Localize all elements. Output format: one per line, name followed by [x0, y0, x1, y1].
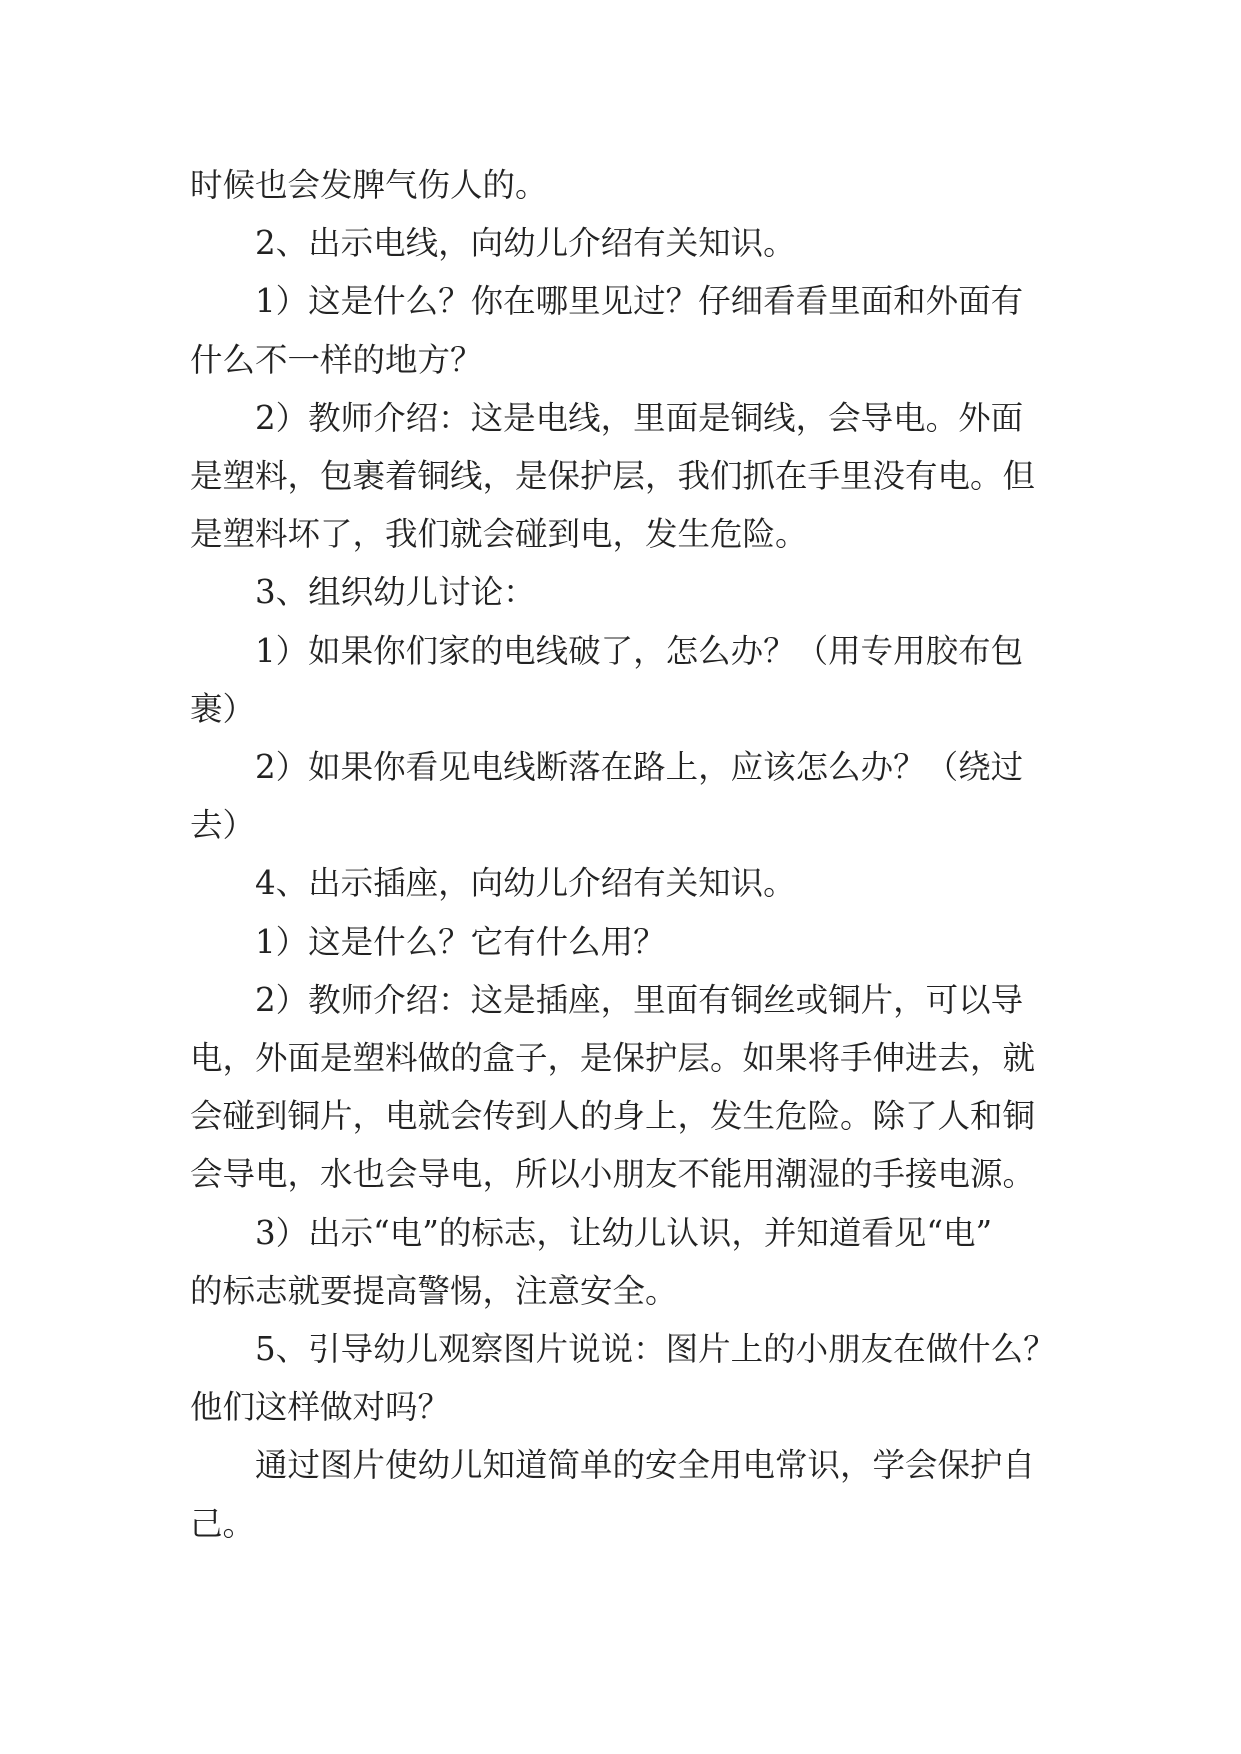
text-line: 他们这样做对吗？	[190, 1388, 451, 1427]
text-line: 通过图片使幼儿知道简单的安全用电常识，学会保护自	[255, 1446, 1036, 1485]
text-line: 1）这是什么？你在哪里见过？仔细看看里面和外面有	[255, 282, 1024, 321]
text-line: 的标志就要提高警惕，注意安全。	[190, 1271, 678, 1310]
paragraph-continuation	[190, 156, 1050, 214]
text-line: 2）教师介绍：这是插座，里面有铜丝或铜片，可以导	[255, 980, 1024, 1019]
paragraph-step-4	[190, 854, 1050, 912]
text-line: 2）教师介绍：这是电线，里面是铜线，会导电。外面	[255, 398, 1024, 437]
paragraph-step-3	[190, 563, 1050, 621]
text-line: 4、出示插座，向幼儿介绍有关知识。	[255, 864, 796, 903]
text-line: 时候也会发脾气伤人的。	[190, 166, 548, 204]
text-line: 3、组织幼儿讨论：	[255, 573, 536, 612]
paragraph-step-2-teacher-intro	[190, 389, 1050, 564]
paragraph-step-3-question-1	[190, 622, 1050, 738]
text-line: 己。	[190, 1504, 256, 1543]
text-line: 电，外面是塑料做的盒子，是保护层。如果将手伸进去，就	[190, 1039, 1036, 1078]
text-line: 是塑料，包裹着铜线，是保护层，我们抓在手里没有电。但	[190, 457, 1036, 496]
text-line: 是塑料坏了，我们就会碰到电，发生危险。	[190, 515, 808, 554]
text-line: 去）	[190, 806, 256, 845]
document-body	[190, 156, 1056, 1553]
text-line: 裹）	[190, 689, 256, 728]
paragraph-step-4-sign	[190, 1204, 1050, 1320]
paragraph-step-2-question-1	[190, 272, 1050, 388]
text-line: 什么不一样的地方？	[190, 340, 483, 379]
text-line: 2）如果你看见电线断落在路上，应该怎么办？（绕过	[255, 748, 1024, 787]
paragraph-step-4-teacher-intro	[190, 971, 1050, 1204]
paragraph-step-5	[190, 1320, 1056, 1436]
text-line: 3）出示“电”的标志，让幼儿认识，并知道看见“电”	[255, 1213, 993, 1252]
text-line: 会导电，水也会导电，所以小朋友不能用潮湿的手接电源。	[190, 1155, 1036, 1194]
text-line: 1）这是什么？它有什么用？	[255, 922, 666, 961]
text-line: 会碰到铜片，电就会传到人的身上，发生危险。除了人和铜	[190, 1097, 1036, 1136]
text-line: 2、出示电线，向幼儿介绍有关知识。	[255, 224, 796, 263]
text-line: 5、引导幼儿观察图片说说：图片上的小朋友在做什么？	[255, 1330, 1056, 1369]
paragraph-step-4-question-1	[190, 913, 1050, 971]
paragraph-step-2	[190, 214, 1050, 272]
text-line: 1）如果你们家的电线破了，怎么办？（用专用胶布包	[255, 631, 1024, 670]
paragraph-conclusion	[190, 1436, 1050, 1552]
paragraph-step-3-question-2	[190, 738, 1050, 854]
